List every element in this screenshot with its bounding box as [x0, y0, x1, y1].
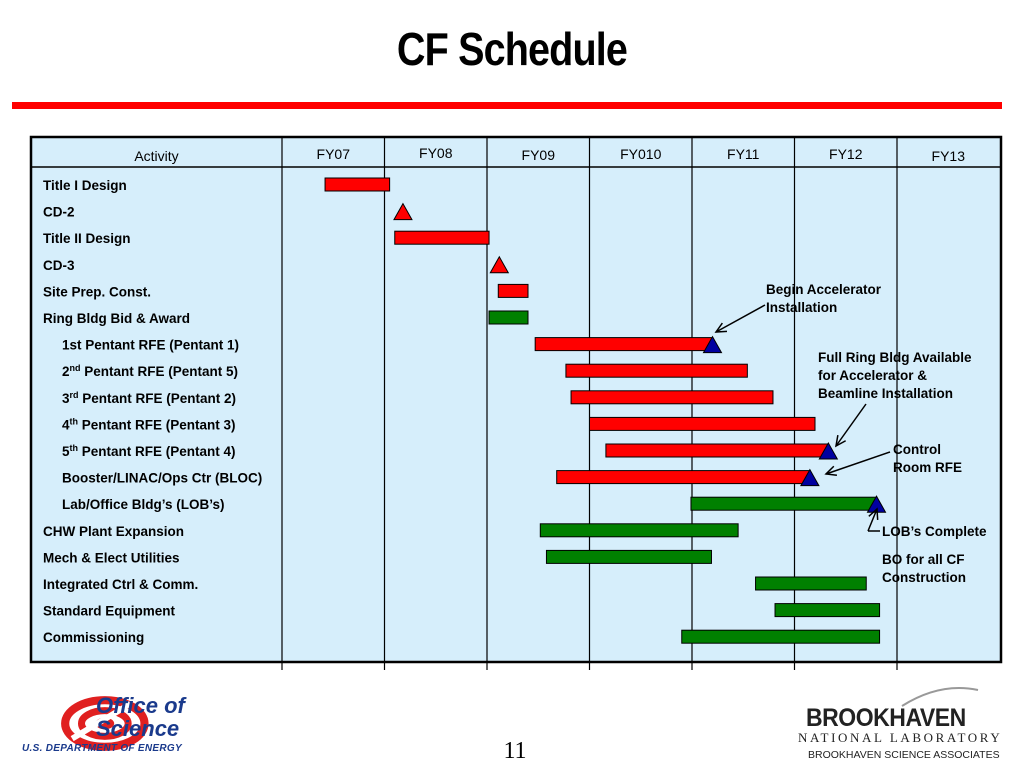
- annotation-bo-construction: BO for all CF Construction: [882, 552, 966, 585]
- schedule-bar: [775, 604, 880, 617]
- schedule-bar: [691, 497, 877, 510]
- annotation-lobs-complete: LOB’s Complete: [882, 524, 987, 539]
- column-header-fy09: FY09: [521, 147, 555, 163]
- page-number: 11: [503, 738, 527, 764]
- schedule-bar: [395, 231, 489, 244]
- row-label: Title II Design: [43, 231, 131, 247]
- schedule-bar: [682, 630, 880, 643]
- schedule-bar: [498, 284, 528, 297]
- column-header-fy13: FY13: [931, 148, 965, 164]
- row-label: Ring Bldg Bid & Award: [43, 311, 190, 326]
- column-header-fy12: FY12: [829, 146, 863, 162]
- annotation-full-ring-bldg: Full Ring Bldg Available for Accelerator & Beamline Installation: [818, 350, 972, 401]
- schedule-bar: [756, 577, 867, 590]
- annotation-begin-accelerator: Begin Accelerator Installation: [766, 282, 882, 315]
- column-header-fy010: FY010: [620, 146, 662, 162]
- schedule-bar: [557, 471, 810, 484]
- row-label: 5th Pentant RFE (Pentant 4): [62, 443, 236, 459]
- column-header-fy11: FY11: [727, 146, 760, 162]
- doe-logo-text: Office of Science: [96, 693, 185, 741]
- schedule-bar: [489, 311, 528, 324]
- schedule-bar: [590, 417, 816, 430]
- row-label: CD-2: [43, 204, 75, 220]
- column-header-fy08: FY08: [419, 145, 453, 161]
- brookhaven-logo-subtitle: NATIONAL LABORATORY: [798, 730, 1003, 745]
- row-label: CD-3: [43, 257, 75, 273]
- row-label: Mech & Elect Utilities: [43, 550, 180, 566]
- schedule-bar: [325, 178, 390, 191]
- row-label: Booster/LINAC/Ops Ctr (BLOC): [62, 470, 263, 486]
- schedule-bar: [606, 444, 828, 457]
- brookhaven-logo-name: BROOKHAVEN: [806, 704, 966, 732]
- schedule-bar: [566, 364, 747, 377]
- column-header-fy07: FY07: [316, 146, 350, 162]
- brookhaven-associates: BROOKHAVEN SCIENCE ASSOCIATES: [808, 749, 1000, 761]
- row-label: Integrated Ctrl & Comm.: [43, 577, 199, 592]
- row-label: CHW Plant Expansion: [43, 523, 185, 539]
- schedule-bar: [546, 550, 711, 563]
- annotation-control-room: Control Room RFE: [893, 442, 962, 475]
- schedule-bar: [535, 338, 712, 351]
- slide-title: CF Schedule: [396, 23, 628, 75]
- schedule-bar: [540, 524, 738, 537]
- row-label: Standard Equipment: [43, 603, 176, 619]
- row-label: Lab/Office Bldg’s (LOB’s): [62, 497, 225, 513]
- row-label: Commissioning: [43, 630, 145, 646]
- row-label: 4th Pentant RFE (Pentant 3): [62, 416, 236, 433]
- activity-header: Activity: [134, 148, 179, 164]
- row-label: Title I Design: [43, 178, 127, 193]
- row-label: 3rd Pentant RFE (Pentant 2): [62, 389, 237, 406]
- row-label: 2nd Pentant RFE (Pentant 5): [62, 363, 239, 380]
- schedule-bar: [571, 391, 773, 404]
- row-label: Site Prep. Const.: [43, 284, 152, 300]
- doe-logo-subtitle: U.S. DEPARTMENT OF ENERGY: [22, 743, 182, 754]
- row-label: 1st Pentant RFE (Pentant 1): [62, 337, 240, 353]
